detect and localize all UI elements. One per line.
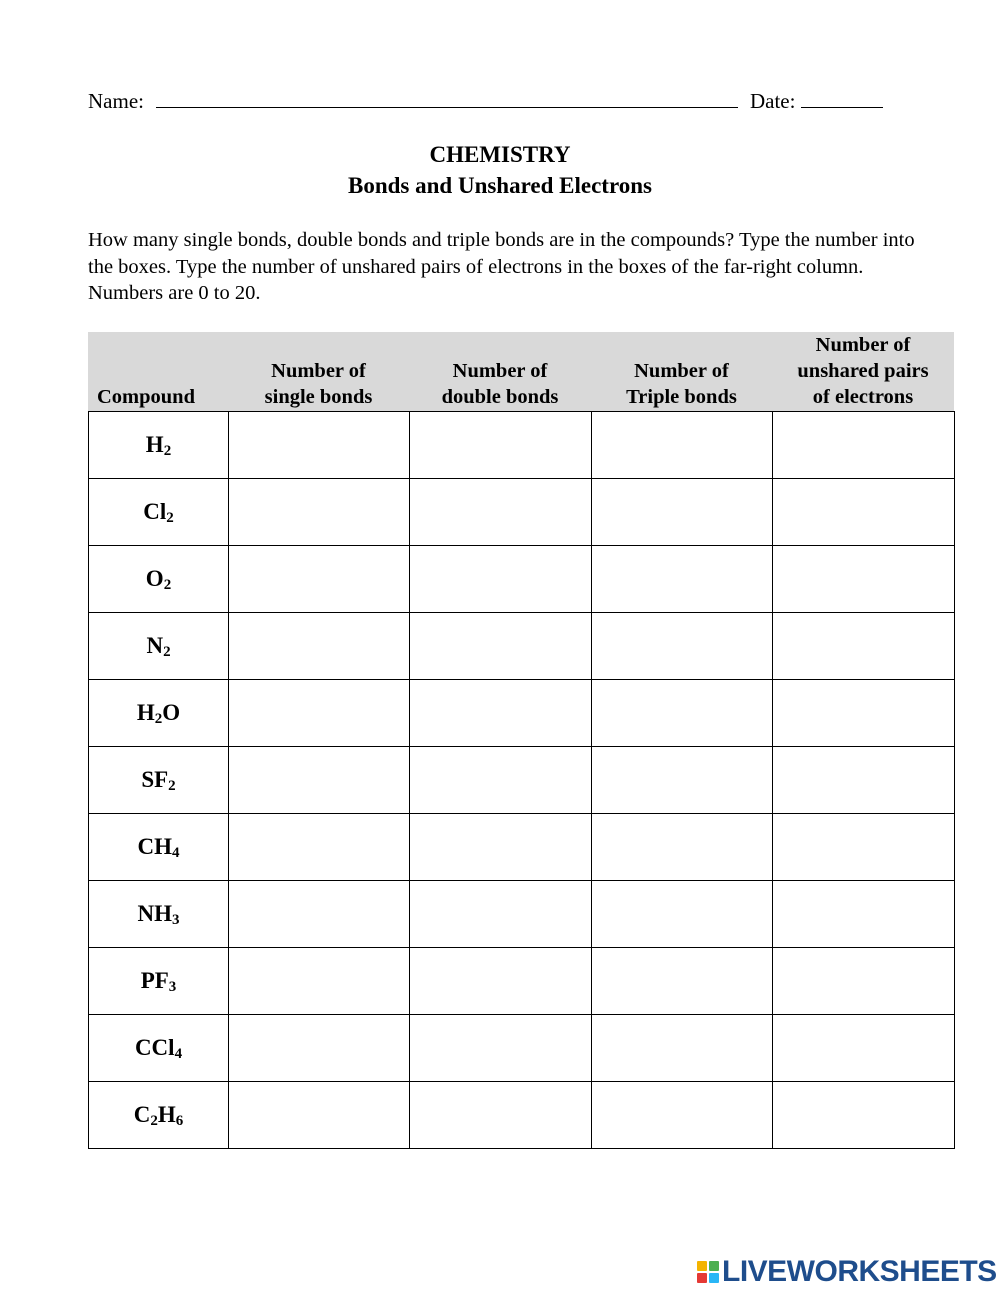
table-row	[89, 1082, 955, 1149]
triple-bonds-input[interactable]	[592, 479, 773, 546]
single-bonds-input[interactable]	[229, 546, 410, 613]
triple-bonds-input[interactable]	[592, 948, 773, 1015]
triple-bonds-input[interactable]	[592, 747, 773, 814]
logo-blocks-icon	[697, 1261, 719, 1283]
table-row	[89, 747, 955, 814]
header-text: Number of	[634, 360, 729, 382]
logo-block	[697, 1261, 707, 1271]
single-bonds-input[interactable]	[229, 881, 410, 948]
table-row	[89, 680, 955, 747]
logo-block	[709, 1261, 719, 1271]
triple-bonds-input[interactable]	[592, 1082, 773, 1149]
double-bonds-input[interactable]	[410, 747, 592, 814]
header-text: double bonds	[441, 386, 559, 408]
name-date-line	[88, 89, 883, 114]
single-bonds-input[interactable]	[229, 1015, 410, 1082]
answer-table	[88, 411, 955, 1149]
unshared-pairs-input[interactable]	[773, 747, 955, 814]
unshared-pairs-col-header	[772, 332, 954, 411]
table-row	[89, 546, 955, 613]
unshared-pairs-input[interactable]	[773, 1082, 955, 1149]
compound-formula: $H_2$	[89, 412, 229, 479]
table-header	[88, 332, 954, 411]
double-bonds-input[interactable]	[410, 948, 592, 1015]
table-row	[89, 881, 955, 948]
single-bonds-col-header	[228, 332, 409, 411]
unshared-pairs-input[interactable]	[773, 881, 955, 948]
single-bonds-input[interactable]	[229, 479, 410, 546]
single-bonds-input[interactable]	[229, 1082, 410, 1149]
header-text: unshared pairs	[797, 360, 929, 382]
compound-formula: $PF_3$	[89, 948, 229, 1015]
unshared-pairs-input[interactable]	[773, 479, 955, 546]
triple-bonds-input[interactable]	[592, 1015, 773, 1082]
table-row	[89, 814, 955, 881]
unshared-pairs-input[interactable]	[773, 814, 955, 881]
unshared-pairs-input[interactable]	[773, 948, 955, 1015]
logo-text: LIVEWORKSHEETS	[722, 1255, 997, 1288]
single-bonds-input[interactable]	[229, 948, 410, 1015]
compound-formula: $N_2$	[89, 613, 229, 680]
header-text: Number of	[271, 360, 366, 382]
triple-bonds-input[interactable]	[592, 546, 773, 613]
single-bonds-input[interactable]	[229, 412, 410, 479]
header-text: Number of	[815, 334, 911, 356]
compound-formula: CCl$_4$	[89, 1015, 229, 1082]
single-bonds-input[interactable]	[229, 747, 410, 814]
compound-formula: $SF_2$	[89, 747, 229, 814]
date-label: Date:	[749, 89, 796, 113]
unshared-pairs-input[interactable]	[773, 1015, 955, 1082]
date-blank	[801, 90, 883, 108]
compound-formula: $Cl_2$	[89, 479, 229, 546]
header-text: single bonds	[264, 386, 373, 408]
triple-bonds-input[interactable]	[592, 613, 773, 680]
unshared-pairs-input[interactable]	[773, 412, 955, 479]
double-bonds-input[interactable]	[410, 412, 592, 479]
worksheet-title: Bonds and Unshared Electrons	[348, 173, 652, 198]
triple-bonds-input[interactable]	[592, 680, 773, 747]
name-label: Name:	[88, 89, 144, 113]
unshared-pairs-input[interactable]	[773, 546, 955, 613]
single-bonds-input[interactable]	[229, 814, 410, 881]
header-text: Triple bonds	[626, 386, 737, 408]
table-row	[89, 613, 955, 680]
logo-block	[709, 1273, 719, 1283]
double-bonds-input[interactable]	[410, 613, 592, 680]
table-row	[89, 948, 955, 1015]
double-bonds-input[interactable]	[410, 546, 592, 613]
double-bonds-input[interactable]	[410, 814, 592, 881]
compound-formula: $H_2O$	[89, 680, 229, 747]
header-text: of electrons	[812, 386, 914, 408]
triple-bonds-col-header	[591, 332, 772, 411]
header-text: Number of	[452, 360, 548, 382]
compound-col-header	[88, 332, 228, 411]
single-bonds-input[interactable]	[229, 613, 410, 680]
triple-bonds-input[interactable]	[592, 412, 773, 479]
table-row	[89, 1015, 955, 1082]
double-bonds-input[interactable]	[410, 881, 592, 948]
triple-bonds-input[interactable]	[592, 881, 773, 948]
double-bonds-input[interactable]	[410, 1082, 592, 1149]
worksheet-subject: CHEMISTRY	[429, 142, 571, 167]
single-bonds-input[interactable]	[229, 680, 410, 747]
double-bonds-col-header	[409, 332, 591, 411]
unshared-pairs-input[interactable]	[773, 680, 955, 747]
double-bonds-input[interactable]	[410, 479, 592, 546]
table-row	[89, 412, 955, 479]
double-bonds-input[interactable]	[410, 1015, 592, 1082]
compound-formula: $CH_4$	[89, 814, 229, 881]
header-text: Compound	[97, 386, 195, 408]
compound-formula: $NH_3$	[89, 881, 229, 948]
double-bonds-input[interactable]	[410, 680, 592, 747]
liveworksheets-logo	[697, 1255, 997, 1289]
compound-formula: $C_2H_6$	[89, 1082, 229, 1149]
triple-bonds-input[interactable]	[592, 814, 773, 881]
name-blank	[156, 90, 738, 108]
table-row	[89, 479, 955, 546]
instructions: How many single bonds, double bonds and triple bonds are in the compounds? Type the number into the boxes. Type the number of unshared pairs of electrons in the boxes of the far-right column. Numbers are 0 to 20.	[88, 229, 915, 304]
logo-block	[697, 1273, 707, 1283]
unshared-pairs-input[interactable]	[773, 613, 955, 680]
compound-formula: $O_2$	[89, 546, 229, 613]
